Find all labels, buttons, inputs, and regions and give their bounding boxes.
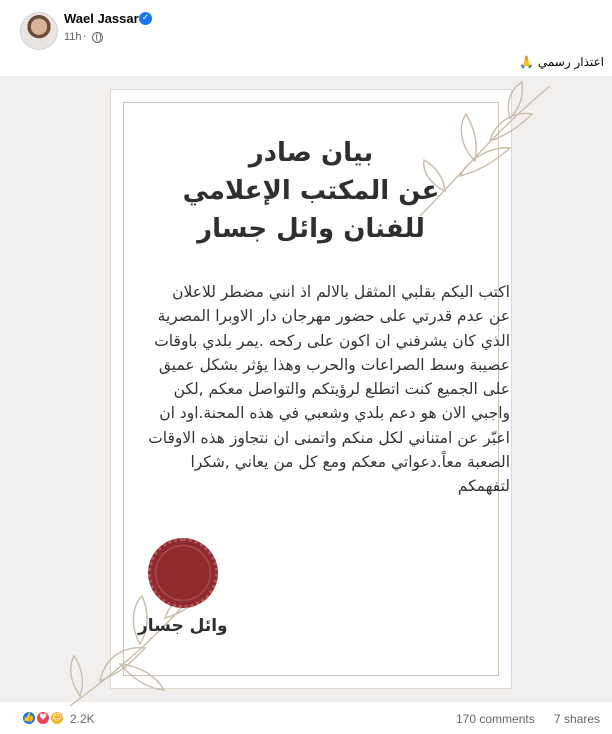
post-time[interactable]: 11h [64,31,82,43]
statement-title-line-3: للفنان وائل جسار [197,214,425,244]
reactions-count[interactable]: 2.2K [70,712,95,726]
post-image[interactable] [0,76,612,702]
statement-title-line-1: بيان صادر [248,138,374,168]
care-icon[interactable]: ☺ [49,710,65,726]
statement-body [86,280,510,499]
post-caption: اعتذار رسمي 🙏 [519,55,604,69]
verified-badge-icon: ✓ [139,12,152,25]
comments-count[interactable]: 170 comments [456,712,535,726]
avatar[interactable] [20,12,58,50]
globe-icon [92,32,103,43]
love-icon[interactable]: ♥ [35,710,51,726]
statement-body-line: عصيبة وسط الصراعات والحرب وهذا يؤثر بشكل عميق [158,355,510,374]
statement-body-line: الذي كان يشرفني ان اكون على ركحه .يمر بلدي باوقات [154,331,510,350]
statement-body-line: لتفهمكم [457,477,510,496]
statement-title-line-2: عن المكتب الإعلامي [182,176,440,206]
separator-dot: · [83,30,87,43]
statement-body-line: واجبي الان هو دعم بلدي وشعبي في هذه المحنة.اود ان [159,404,510,423]
post-header [0,0,612,50]
post-footer [0,706,612,734]
statement-body-line: الصعبة معاً.دعواتي معكم ومع كل من يعاني ,شكرا [190,453,510,472]
shares-count[interactable]: 7 shares [554,712,601,726]
author-name[interactable]: Wael Jassar [64,11,139,26]
wax-seal-stamp-icon [148,538,218,608]
like-icon[interactable]: 👍 [21,710,37,726]
statement-body-line: عن عدم قدرتي على حضور مهرجان دار الاوبرا المصرية [157,307,510,326]
signature-name: وائل جسار [138,616,228,636]
statement-body-line: اكتب اليكم بقلبي المثقل بالالم اذ انني مضطر للاعلان [172,283,510,301]
statement-body-line: اعبّر عن امتناني لكل منكم واتمنى ان نتجاوز هذه الاوقات [148,428,510,447]
statement-body-line: على الجميع كنت اتطلع لرؤيتكم والتواصل معكم ,لكن [173,380,510,399]
